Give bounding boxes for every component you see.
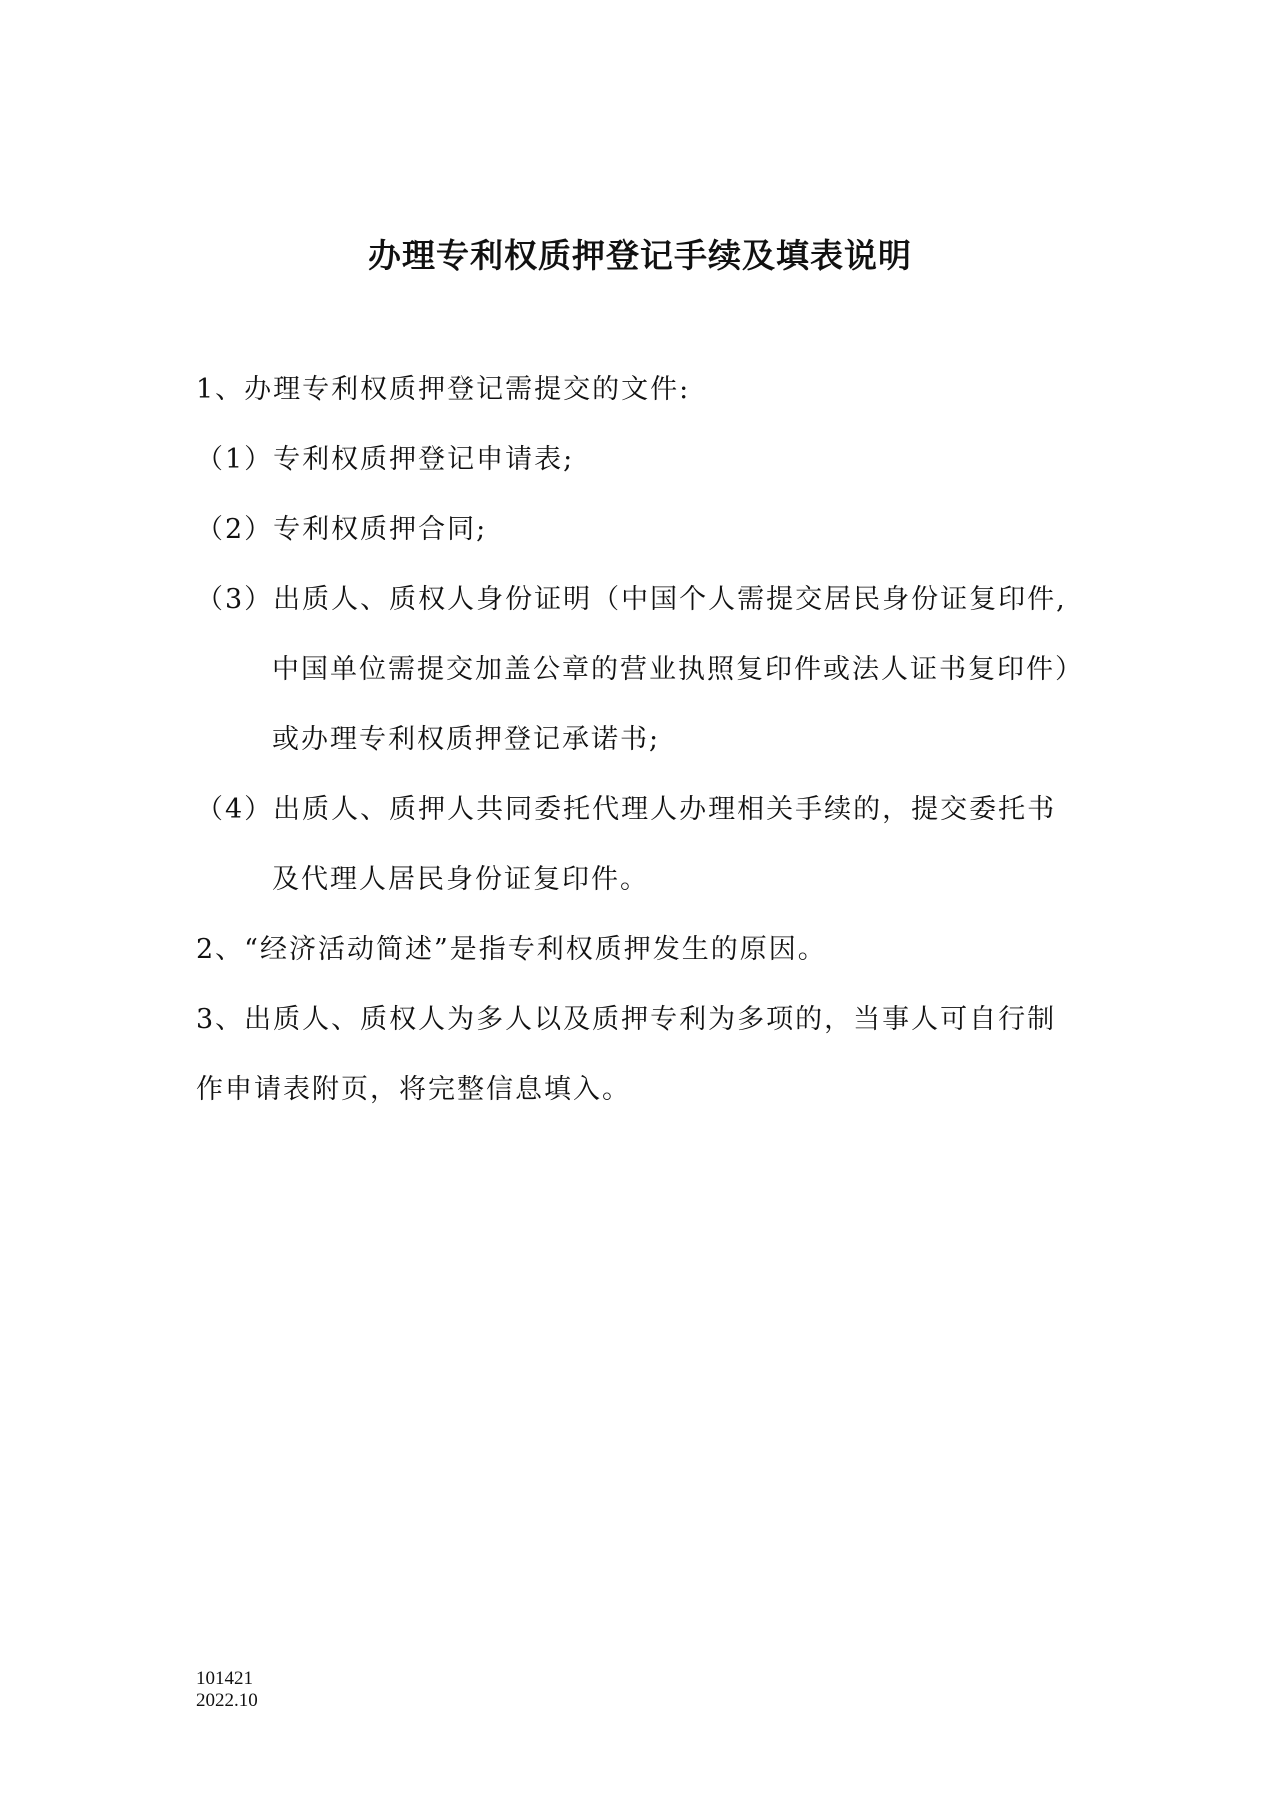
form-date: 2022.10 [196, 1690, 258, 1711]
item-3-cont: 作申请表附页，将完整信息填入。 [196, 1074, 631, 1105]
item-1-sub-3: （3）出质人、质权人身份证明（中国个人需提交居民身份证复印件, [196, 584, 1067, 615]
item-1-heading: 1、办理专利权质押登记需提交的文件: [196, 374, 691, 405]
item-1-sub-4: （4）出质人、质押人共同委托代理人办理相关手续的，提交委托书 [196, 794, 1057, 825]
item-2: 2、“经济活动简述”是指专利权质押发生的原因。 [196, 934, 827, 965]
document-title: 办理专利权质押登记手续及填表说明 [368, 236, 912, 275]
item-1-sub-4-cont: 及代理人居民身份证复印件。 [272, 864, 649, 895]
document-footer [196, 1668, 258, 1712]
item-1-sub-3-cont-1: 中国单位需提交加盖公章的营业执照复印件或法人证书复印件） [272, 654, 1084, 685]
form-code: 101421 [196, 1668, 253, 1689]
document-body [196, 370, 1116, 1140]
item-1-sub-2: （2）专利权质押合同; [196, 514, 488, 545]
item-3: 3、出质人、质权人为多人以及质押专利为多项的，当事人可自行制 [196, 1004, 1057, 1035]
item-1-sub-1: （1）专利权质押登记申请表; [196, 444, 575, 475]
item-1-sub-3-cont-2: 或办理专利权质押登记承诺书; [272, 724, 661, 755]
